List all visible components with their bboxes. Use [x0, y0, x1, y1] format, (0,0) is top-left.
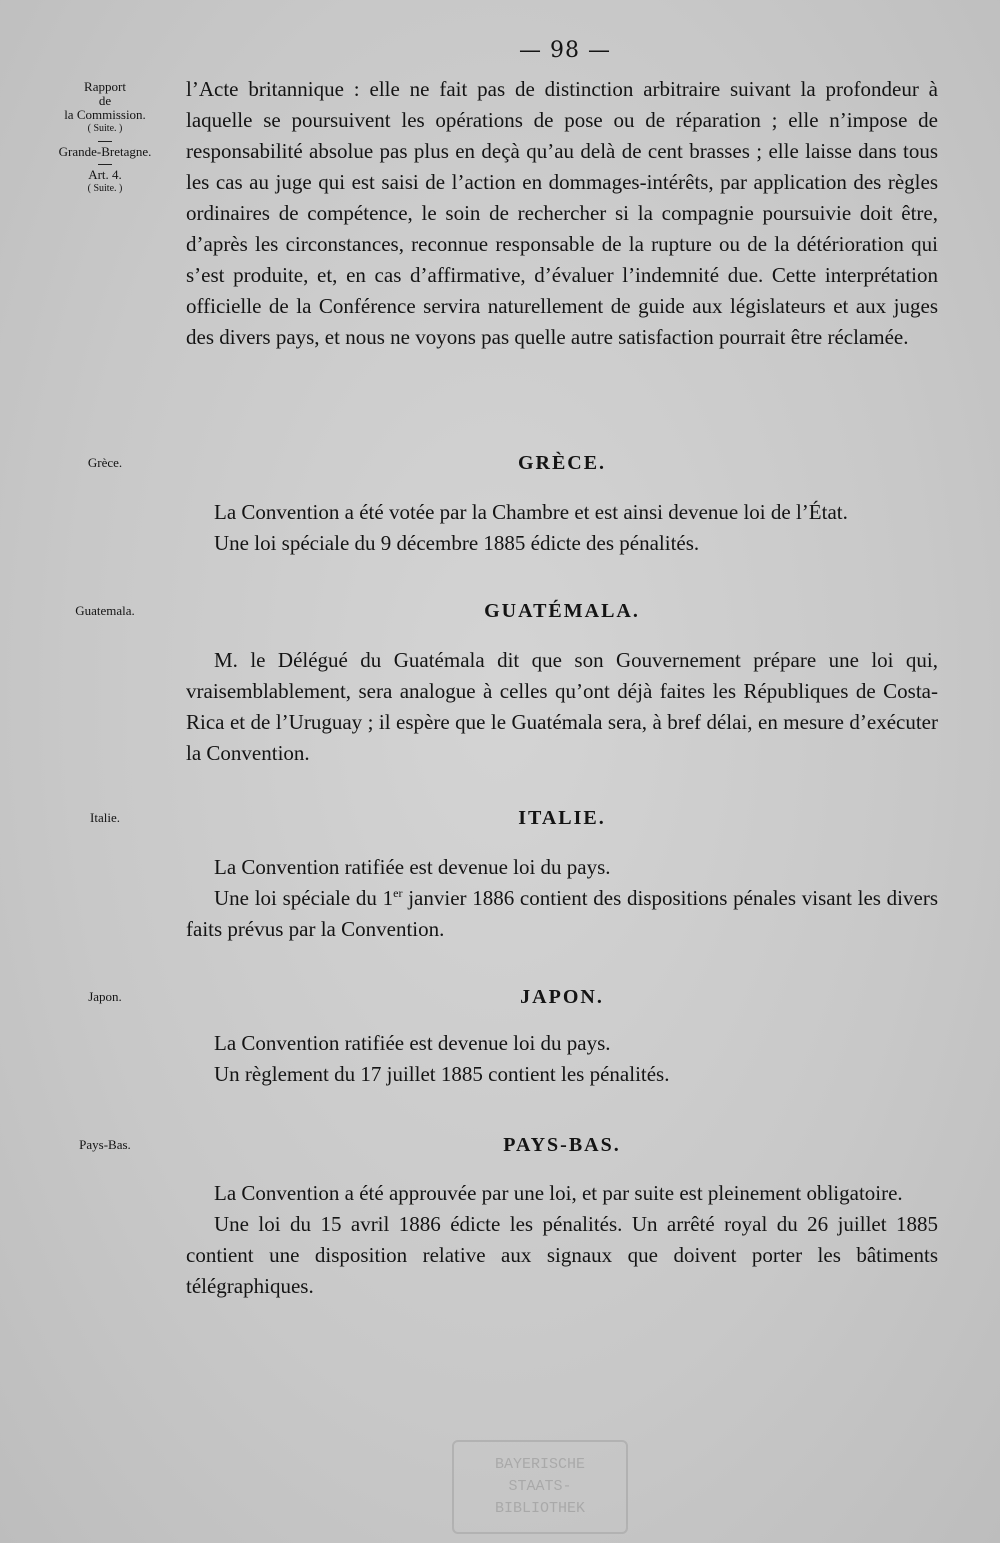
margin-note-grece: Grèce. [87, 455, 123, 470]
section-title-italie: ITALIE. [518, 807, 606, 829]
pays-bas-paragraph-2: Une loi du 15 avril 1886 édicte les pénalités. Un arrêté royal du 26 juillet 1885 contient une disposition relative aux signaux que doivent porter les bâtiments télégraphiques. [186, 1212, 938, 1298]
margin-note-japon: Japon. [88, 989, 122, 1004]
section-title-grece: GRÈCE. [517, 452, 607, 474]
margin-divider [98, 141, 112, 142]
italie-paragraph-2 [186, 883, 938, 945]
margin-rapport-line3: la Commission. [64, 107, 146, 122]
italie-p2-superscript: er [393, 886, 403, 900]
section-title-japon: JAPON. [520, 986, 604, 1008]
grece-paragraph-1: La Convention a été votée par la Chambre et est ainsi devenue loi de l’État. [214, 500, 848, 524]
stamp-line-2: STAATS- [508, 1478, 572, 1495]
italie-p2-end: janvier 1886 contient des dispositions pénales visant les divers faits prévus par la Convention. [186, 886, 939, 941]
margin-rapport-line1: Rapport [84, 79, 126, 94]
stamp-line-1: BAYERISCHE [494, 1456, 585, 1473]
margin-note-pays-bas: Pays-Bas. [79, 1137, 131, 1152]
grece-paragraph-2: Une loi spéciale du 9 décembre 1885 édicte des pénalités. [214, 531, 700, 555]
italie-p2-start: Une loi spéciale du 1 [214, 886, 394, 910]
section-body-guatemala [186, 645, 938, 769]
margin-rapport-suite: ( Suite. ) [87, 123, 123, 134]
section-body-grece [186, 497, 938, 559]
margin-divider [98, 164, 112, 165]
pays-bas-paragraph-1: La Convention a été approuvée par une loi, et par suite est pleinement obligatoire. [214, 1181, 903, 1205]
section-title-pays-bas: PAYS-BAS. [503, 1134, 621, 1156]
margin-country: Grande-Bretagne. [58, 144, 152, 159]
library-stamp [452, 1440, 628, 1534]
japon-paragraph-2: Un règlement du 17 juillet 1885 contient les pénalités. [214, 1062, 670, 1086]
margin-note-italie: Italie. [90, 810, 120, 825]
section-body-pays-bas [186, 1178, 938, 1302]
stamp-line-3: BIBLIOTHEK [494, 1500, 585, 1517]
section-title-guatemala: GUATÉMALA. [484, 600, 640, 622]
intro-paragraph: l’Acte britannique : elle ne fait pas de distinction arbitraire suivant la profondeur à laquelle se poursuivent les opérations de pose ou de réparation ; elle n’impose de responsabilité absolue pas plus en deçà qu’au delà de cent brasses ; elle laisse dans tous les cas au juge qui est saisi de l’action en dommages-intérêts, par application des règles ordinaires de compétence, le soin de rechercher si la compagnie poursuivie doit être, d’après les circonstances, reconnue responsable de la rupture ou de la détérioration qui s’est produite, et, en cas d’affirmative, d’évaluer l’indemnité due. Cette interprétation officielle de la Conférence servira naturellement de guide aux législateurs et aux juges des divers pays, et nous ne voyons pas quelle autre satisfaction pourrait être réclamée. [186, 77, 938, 349]
italie-paragraph-1: La Convention ratifiée est devenue loi du pays. [214, 855, 611, 879]
section-body-italie [186, 852, 938, 945]
intro-paragraph-block [186, 74, 938, 353]
margin-rapport-line2: de [98, 93, 112, 108]
margin-article-suite: ( Suite. ) [87, 183, 123, 194]
margin-article: Art. 4. [88, 167, 122, 182]
japon-paragraph-1: La Convention ratifiée est devenue loi du pays. [214, 1031, 611, 1055]
margin-note-guatemala: Guatemala. [75, 603, 135, 618]
margin-note-rapport [40, 80, 170, 196]
section-body-japon [186, 1028, 938, 1090]
page-number: — 98 — [519, 38, 611, 63]
guatemala-paragraph-1: M. le Délégué du Guatémala dit que son Gouvernement prépare une loi qui, vraisemblablement, sera analogue à celles qu’ont déjà faites les Républiques de Costa-Rica et de l’Uruguay ; il espère que le Guatémala sera, à bref délai, en mesure d’exécuter la Convention. [186, 648, 938, 765]
